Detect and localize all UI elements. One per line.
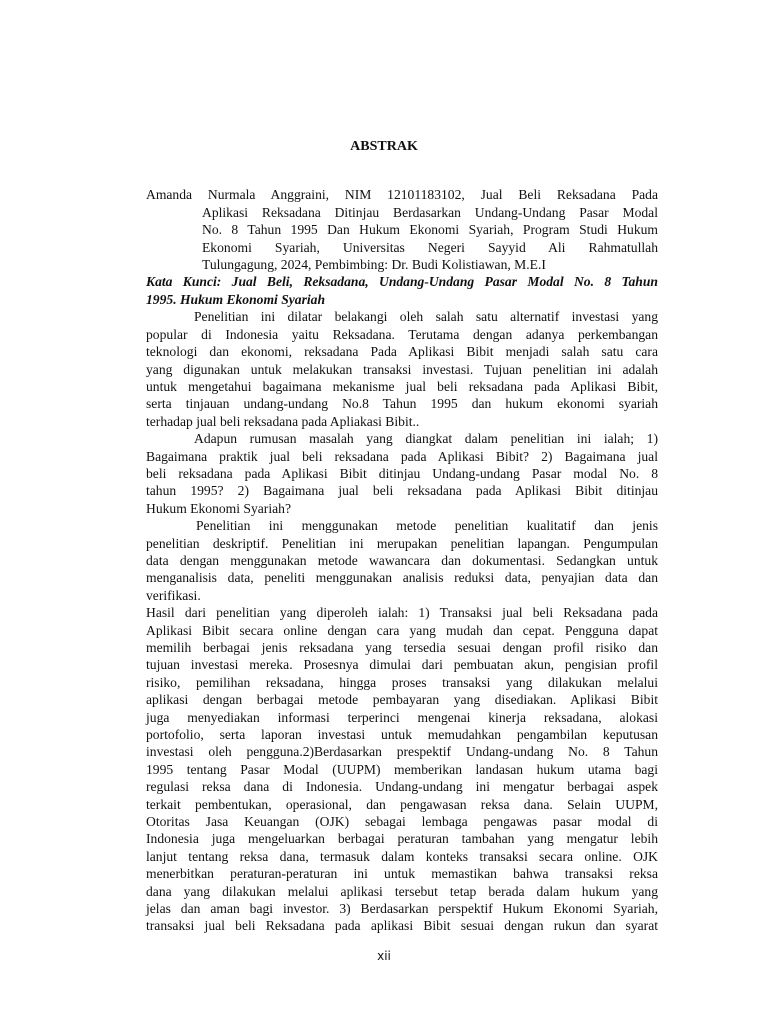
identity-line: Tulungagung, 2024, Pembimbing: Dr. Budi Kolistiawan, M.E.I xyxy=(202,257,546,272)
paragraph-line: Aplikasi Bibit secara online dengan cara yang mudah dan cepat. Pengguna dapat xyxy=(146,623,658,638)
paragraph-line: terkait pembentukan, operasional, dan pengawasan reksa dana. Selain UUPM, xyxy=(146,797,658,812)
paragraph-line: tujuan investasi mereka. Prosesnya dimulai dari pembuatan akun, pengisian profil xyxy=(146,657,658,672)
paragraph-line: penelitian deskriptif. Penelitian ini merupakan penelitian lapangan. Pengumpulan xyxy=(146,536,658,551)
page-title: ABSTRAK xyxy=(350,139,418,154)
page-number: xii xyxy=(377,949,391,963)
paragraph-line: menerbitkan peraturan-peraturan ini untuk memastikan bahwa transaksi reksa xyxy=(146,866,658,881)
paragraph-line: Otoritas Jasa Keuangan (OJK) sebagai lembaga pengawas pasar modal di xyxy=(146,814,658,829)
paragraph-line: Hukum Ekonomi Syariah? xyxy=(146,501,291,516)
identity-line: Aplikasi Reksadana Ditinjau Berdasarkan Undang-Undang Pasar Modal xyxy=(202,205,658,220)
paragraph-line: menganalisis data, peneliti menggunakan analisis reduksi data, penyajian data dan xyxy=(146,570,658,585)
paragraph-line: verifikasi. xyxy=(146,588,201,603)
paragraph-line: Penelitian ini menggunakan metode penelitian kualitatif dan jenis xyxy=(196,518,658,533)
paragraph-line: investasi oleh pengguna.2)Berdasarkan prespektif Undang-undang No. 8 Tahun xyxy=(146,744,658,759)
keywords-line: Kata Kunci: Jual Beli, Reksadana, Undang-Undang Pasar Modal No. 8 Tahun xyxy=(146,274,658,289)
paragraph-line: beli reksadana pada Aplikasi Bibit ditinjau Undang-undang Pasar modal No. 8 xyxy=(146,466,658,481)
paragraph-line: aplikasi dengan berbagai metode pembayaran yang disediakan. Aplikasi Bibit xyxy=(146,692,658,707)
paragraph-line: Penelitian ini dilatar belakangi oleh salah satu alternatif investasi yang xyxy=(194,309,658,324)
paragraph-line: yang digunakan untuk melakukan transaksi investasi. Tujuan penelitian ini adalah xyxy=(146,362,658,377)
paragraph-line: serta tinjauan undang-undang No.8 Tahun 1995 dan hukum ekonomi syariah xyxy=(146,396,658,411)
paragraph-line: untuk mengetahui bagaimana mekanisme jual beli reksadana pada Aplikasi Bibit, xyxy=(146,379,658,394)
paragraph-line: Adapun rumusan masalah yang diangkat dalam penelitian ini ialah; 1) xyxy=(194,431,658,446)
identity-line: Ekonomi Syariah, Universitas Negeri Sayyid Ali Rahmatullah xyxy=(202,240,658,255)
paragraph-line: juga menyediakan informasi terperinci mengenai kinerja reksadana, alokasi xyxy=(146,710,658,725)
paragraph-line: lanjut tentang reksa dana, termasuk dalam konteks transaksi secara online. OJK xyxy=(146,849,658,864)
paragraph-line: transaksi jual beli Reksadana pada aplikasi Bibit sesuai dengan rukun dan syarat xyxy=(146,918,658,933)
identity-line: No. 8 Tahun 1995 Dan Hukum Ekonomi Syariah, Program Studi Hukum xyxy=(202,222,658,237)
paragraph-line: Bagaimana praktik jual beli reksadana pada Aplikasi Bibit? 2) Bagaimana jual xyxy=(146,449,658,464)
paragraph-line: tahun 1995? 2) Bagaimana jual beli reksadana pada Aplikasi Bibit ditinjau xyxy=(146,483,658,498)
paragraph-line: regulasi reksa dana di Indonesia. Undang-undang ini mengatur berbagai aspek xyxy=(146,779,658,794)
paragraph-line: jelas dan aman bagi investor. 3) Berdasarkan perspektif Hukum Ekonomi Syariah, xyxy=(146,901,658,916)
paragraph-line: risiko, pemilihan reksadana, hingga proses transaksi yang dilakukan melalui xyxy=(146,675,658,690)
paragraph-line: portofolio, serta laporan investasi untuk memudahkan pengambilan keputusan xyxy=(146,727,658,742)
paragraph-line: Indonesia juga mengeluarkan berbagai peraturan tambahan yang mengatur lebih xyxy=(146,831,658,846)
identity-line: Amanda Nurmala Anggraini, NIM 12101183102, Jual Beli Reksadana Pada xyxy=(146,187,658,202)
paragraph-line: memilih berbagai jenis reksadana yang tersedia sesuai dengan profil risiko dan xyxy=(146,640,658,655)
paragraph-line: Hasil dari penelitian yang diperoleh ialah: 1) Transaksi jual beli Reksadana pada xyxy=(146,605,658,620)
paragraph-line: data dengan menggunakan metode wawancara dan dokumentasi. Sedangkan untuk xyxy=(146,553,658,568)
paragraph-line: 1995 tentang Pasar Modal (UUPM) memberikan landasan hukum utama bagi xyxy=(146,762,658,777)
paragraph-line: dana yang dilakukan melalui aplikasi tersebut tetap berada dalam hukum yang xyxy=(146,884,658,899)
paragraph-line: terhadap jual beli reksadana pada Apliakasi Bibit.. xyxy=(146,414,420,429)
paragraph-line: popular di Indonesia yaitu Reksadana. Terutama dengan adanya perkembangan xyxy=(146,327,658,342)
paragraph-line: teknologi dan ekonomi, reksadana Pada Aplikasi Bibit menjadi salah satu cara xyxy=(146,344,658,359)
keywords-line: 1995. Hukum Ekonomi Syariah xyxy=(146,292,326,307)
